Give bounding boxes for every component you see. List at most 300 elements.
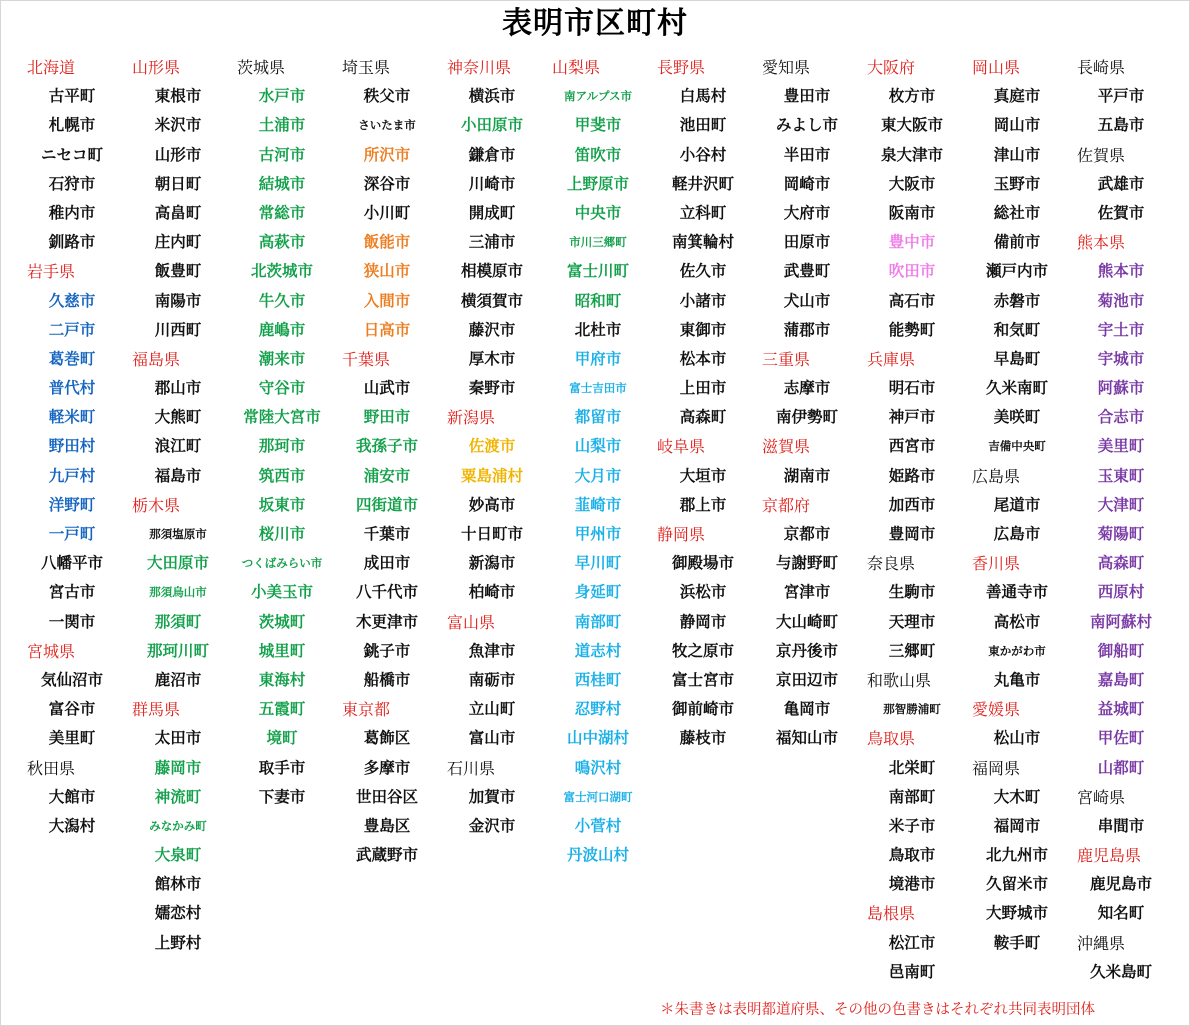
municipality-item: 九戸村 bbox=[48, 466, 96, 485]
municipality-item: 宇土市 bbox=[1097, 320, 1145, 339]
municipality-row bbox=[0, 228, 106, 257]
municipality-columns bbox=[0, 53, 1190, 983]
municipality-item: 玉東町 bbox=[1097, 466, 1145, 485]
municipality-item: 菊陽町 bbox=[1097, 525, 1145, 543]
municipality-row bbox=[735, 695, 841, 724]
footnote: ＊朱書きは表明都道府県、その他の色書きはそれぞれ共同表明団体 bbox=[660, 1002, 1095, 1018]
municipality-item: 南箕輪村 bbox=[671, 233, 734, 252]
municipality-row bbox=[630, 462, 736, 491]
municipality-item: 京都市 bbox=[783, 525, 831, 543]
municipality-item: 南部町 bbox=[574, 612, 622, 631]
municipality-item: 柏崎市 bbox=[468, 583, 516, 602]
municipality-item: 広島市 bbox=[993, 525, 1041, 543]
municipality-item: 善通寺市 bbox=[985, 583, 1048, 602]
municipality-item: 北茨城市 bbox=[250, 262, 313, 281]
municipality-item: 蒲郡市 bbox=[783, 320, 831, 339]
municipality-row bbox=[105, 929, 211, 958]
municipality-row bbox=[315, 403, 421, 432]
municipality-item: 横須賀市 bbox=[460, 291, 523, 310]
municipality-item: 東海村 bbox=[258, 670, 306, 689]
municipality-item: 岡山市 bbox=[993, 116, 1041, 135]
municipality-row bbox=[1050, 637, 1156, 666]
prefecture-row bbox=[1050, 783, 1156, 812]
municipality-item: 藤枝市 bbox=[679, 729, 727, 748]
municipality-row bbox=[840, 812, 946, 841]
municipality-row bbox=[945, 82, 1051, 111]
municipality-item: 鞍手町 bbox=[993, 933, 1041, 952]
municipality-item: 御前崎市 bbox=[671, 700, 734, 719]
municipality-item: 西桂町 bbox=[574, 670, 622, 689]
municipality-item: 高石市 bbox=[888, 291, 936, 310]
prefecture-label: 長崎県 bbox=[1077, 58, 1126, 77]
municipality-row bbox=[315, 578, 421, 607]
municipality-item: 大野城市 bbox=[985, 904, 1048, 923]
municipality-row bbox=[0, 578, 106, 607]
municipality-row bbox=[840, 608, 946, 637]
municipality-item: 松山市 bbox=[993, 729, 1041, 748]
municipality-row bbox=[630, 724, 736, 753]
municipality-item: 川西町 bbox=[154, 320, 202, 339]
municipality-row bbox=[105, 520, 211, 549]
municipality-item: 浜松市 bbox=[679, 583, 727, 602]
prefecture-row bbox=[105, 491, 211, 520]
municipality-row bbox=[735, 316, 841, 345]
municipality-row bbox=[420, 170, 526, 199]
municipality-item: 松江市 bbox=[888, 933, 936, 952]
municipality-row bbox=[735, 666, 841, 695]
municipality-item: 南アルプス市 bbox=[563, 89, 633, 104]
municipality-row bbox=[945, 257, 1051, 286]
municipality-item: 土浦市 bbox=[258, 116, 306, 135]
municipality-item: 一戸町 bbox=[48, 525, 96, 543]
municipality-item: 立科町 bbox=[679, 203, 727, 222]
prefecture-label: 岩手県 bbox=[27, 262, 76, 282]
municipality-item: 身延町 bbox=[574, 583, 622, 602]
municipality-item: 益城町 bbox=[1097, 700, 1145, 719]
municipality-row bbox=[735, 724, 841, 753]
municipality-item: 鹿嶋市 bbox=[258, 320, 306, 339]
prefecture-label: 富山県 bbox=[447, 612, 496, 632]
municipality-row bbox=[945, 316, 1051, 345]
municipality-item: 吉備中央町 bbox=[988, 439, 1046, 454]
prefecture-label: 岡山県 bbox=[972, 58, 1021, 77]
prefecture-row bbox=[630, 520, 736, 549]
prefecture-row bbox=[1050, 141, 1156, 170]
prefecture-label: 三重県 bbox=[762, 349, 811, 369]
prefecture-row bbox=[630, 53, 736, 82]
municipality-row bbox=[630, 403, 736, 432]
prefecture-row bbox=[945, 462, 1051, 491]
municipality-row bbox=[1050, 111, 1156, 140]
municipality-row bbox=[105, 199, 211, 228]
municipality-row bbox=[630, 111, 736, 140]
prefecture-label: 福岡県 bbox=[972, 758, 1021, 778]
prefecture-row bbox=[525, 53, 631, 82]
municipality-item: 久米島町 bbox=[1089, 962, 1152, 981]
municipality-row bbox=[105, 287, 211, 316]
municipality-row bbox=[210, 403, 321, 432]
municipality-item: 高森町 bbox=[1097, 554, 1145, 573]
municipality-item: 稚内市 bbox=[48, 203, 96, 222]
municipality-row bbox=[630, 316, 736, 345]
municipality-item: 久留米市 bbox=[985, 875, 1048, 894]
municipality-item: 牛久市 bbox=[258, 291, 306, 310]
municipality-row bbox=[525, 637, 631, 666]
municipality-row bbox=[105, 432, 211, 461]
municipality-row bbox=[630, 374, 736, 403]
prefecture-label: 石川県 bbox=[447, 758, 496, 778]
municipality-row bbox=[210, 637, 316, 666]
municipality-item: 半田市 bbox=[783, 145, 831, 164]
municipality-row bbox=[315, 199, 421, 228]
municipality-row bbox=[525, 257, 631, 286]
municipality-item: 市川三郷町 bbox=[569, 235, 627, 250]
municipality-item: 枚方市 bbox=[888, 87, 936, 106]
municipality-item: 釧路市 bbox=[48, 233, 96, 252]
municipality-item: 高松市 bbox=[993, 612, 1041, 631]
municipality-row bbox=[420, 812, 526, 841]
municipality-item: 普代村 bbox=[48, 379, 96, 398]
municipality-row bbox=[945, 403, 1051, 432]
municipality-item: 中央市 bbox=[574, 203, 622, 222]
municipality-item: みよし市 bbox=[775, 116, 838, 135]
municipality-row bbox=[525, 812, 631, 841]
municipality-item: 東根市 bbox=[154, 87, 202, 106]
prefecture-row bbox=[105, 345, 211, 374]
municipality-row bbox=[105, 812, 211, 841]
municipality-item: 宮古市 bbox=[48, 583, 96, 602]
prefecture-row bbox=[840, 549, 946, 578]
municipality-item: 宇城市 bbox=[1097, 349, 1145, 368]
municipality-item: ニセコ町 bbox=[40, 145, 103, 164]
municipality-item: 野田村 bbox=[48, 437, 96, 456]
column-11 bbox=[1050, 53, 1156, 987]
municipality-item: 大熊町 bbox=[154, 408, 202, 427]
municipality-item: 鹿沼市 bbox=[154, 670, 202, 689]
prefecture-row bbox=[840, 345, 946, 374]
municipality-row bbox=[0, 812, 106, 841]
municipality-item: 西宮市 bbox=[888, 437, 936, 456]
municipality-item: 山形市 bbox=[154, 145, 202, 164]
municipality-item: 高畠町 bbox=[154, 203, 202, 222]
municipality-row bbox=[945, 520, 1051, 549]
municipality-row bbox=[840, 287, 946, 316]
municipality-row bbox=[525, 578, 631, 607]
municipality-row bbox=[525, 783, 631, 812]
municipality-item: 岡崎市 bbox=[783, 174, 831, 193]
municipality-row bbox=[210, 287, 316, 316]
municipality-item: 武雄市 bbox=[1097, 174, 1145, 193]
municipality-item: 甲斐市 bbox=[574, 116, 622, 135]
municipality-item: 鳥取市 bbox=[888, 846, 936, 865]
column-2 bbox=[105, 53, 211, 958]
municipality-row bbox=[105, 637, 211, 666]
municipality-row bbox=[945, 199, 1051, 228]
municipality-row bbox=[630, 491, 736, 520]
municipality-item: 結城市 bbox=[258, 174, 306, 193]
municipality-item: 潮来市 bbox=[258, 349, 306, 368]
municipality-row bbox=[525, 199, 631, 228]
municipality-row bbox=[315, 783, 421, 812]
municipality-item: 山梨市 bbox=[574, 437, 622, 456]
municipality-item: 武豊町 bbox=[783, 262, 831, 281]
municipality-item: 船橋市 bbox=[363, 670, 411, 689]
municipality-item: 上野村 bbox=[154, 933, 202, 952]
municipality-row bbox=[105, 870, 211, 899]
municipality-item: 筑西市 bbox=[258, 466, 306, 485]
municipality-row bbox=[105, 257, 211, 286]
municipality-row bbox=[315, 141, 421, 170]
municipality-item: 大阪市 bbox=[888, 174, 936, 193]
municipality-row bbox=[525, 111, 631, 140]
municipality-item: 横浜市 bbox=[468, 87, 516, 106]
municipality-item: 常総市 bbox=[258, 203, 306, 222]
municipality-item: 魚津市 bbox=[468, 641, 516, 660]
municipality-row bbox=[630, 141, 736, 170]
municipality-item: 福知山市 bbox=[775, 729, 838, 748]
municipality-row bbox=[525, 374, 631, 403]
municipality-row bbox=[315, 812, 421, 841]
municipality-row bbox=[210, 228, 316, 257]
municipality-row bbox=[210, 374, 316, 403]
municipality-row bbox=[0, 199, 106, 228]
municipality-row bbox=[945, 724, 1051, 753]
prefecture-label: 沖縄県 bbox=[1077, 933, 1126, 953]
municipality-item: 上田市 bbox=[679, 379, 727, 398]
column-3 bbox=[210, 53, 323, 812]
municipality-item: 湖南市 bbox=[783, 466, 831, 485]
municipality-item: 御殿場市 bbox=[671, 554, 734, 573]
municipality-row bbox=[0, 549, 106, 578]
municipality-row bbox=[105, 462, 211, 491]
prefecture-row bbox=[315, 695, 421, 724]
prefecture-row bbox=[0, 754, 106, 783]
municipality-row bbox=[840, 491, 946, 520]
municipality-row bbox=[525, 316, 631, 345]
municipality-item: 那珂川町 bbox=[146, 641, 209, 660]
municipality-item: 佐賀市 bbox=[1097, 203, 1145, 222]
municipality-row bbox=[840, 374, 946, 403]
municipality-row bbox=[315, 287, 421, 316]
municipality-row bbox=[420, 316, 526, 345]
prefecture-label: 福島県 bbox=[132, 349, 181, 369]
municipality-item: 那智勝浦町 bbox=[883, 702, 941, 717]
municipality-row bbox=[945, 783, 1051, 812]
municipality-item: 太田市 bbox=[154, 729, 202, 748]
municipality-row bbox=[105, 899, 211, 928]
municipality-row bbox=[315, 724, 421, 753]
municipality-row bbox=[840, 257, 946, 286]
municipality-row bbox=[735, 228, 841, 257]
municipality-item: 千葉市 bbox=[363, 525, 411, 543]
municipality-row bbox=[0, 695, 106, 724]
municipality-row bbox=[105, 374, 211, 403]
municipality-row bbox=[840, 958, 946, 987]
municipality-item: 早川町 bbox=[574, 554, 622, 573]
municipality-item: 札幌市 bbox=[48, 116, 96, 135]
municipality-row bbox=[630, 578, 736, 607]
prefecture-row bbox=[735, 432, 841, 461]
municipality-row bbox=[630, 666, 736, 695]
municipality-item: 五霞町 bbox=[258, 700, 306, 719]
municipality-row bbox=[210, 199, 316, 228]
municipality-row bbox=[1050, 608, 1156, 637]
municipality-row bbox=[525, 462, 631, 491]
municipality-item: 静岡市 bbox=[679, 612, 727, 631]
municipality-item: 鹿児島市 bbox=[1089, 875, 1152, 894]
municipality-row bbox=[0, 374, 106, 403]
municipality-row bbox=[735, 549, 841, 578]
municipality-item: 厚木市 bbox=[468, 349, 516, 368]
municipality-row bbox=[105, 666, 211, 695]
municipality-row bbox=[525, 403, 631, 432]
municipality-item: 大館市 bbox=[48, 787, 96, 806]
municipality-item: 南部町 bbox=[888, 787, 936, 806]
municipality-item: 甲府市 bbox=[574, 349, 622, 368]
municipality-item: 尾道市 bbox=[993, 495, 1041, 514]
municipality-row bbox=[630, 287, 736, 316]
prefecture-label: 香川県 bbox=[972, 554, 1021, 574]
municipality-row bbox=[105, 549, 211, 578]
municipality-item: 南砺市 bbox=[468, 670, 516, 689]
municipality-row bbox=[840, 170, 946, 199]
municipality-row bbox=[1050, 695, 1156, 724]
municipality-item: 八千代市 bbox=[355, 583, 418, 602]
municipality-item: 大木町 bbox=[993, 787, 1041, 806]
municipality-item: 御船町 bbox=[1097, 641, 1145, 660]
prefecture-row bbox=[315, 53, 421, 82]
municipality-item: 守谷市 bbox=[258, 379, 306, 398]
municipality-item: 忍野村 bbox=[574, 700, 622, 719]
municipality-row bbox=[105, 403, 211, 432]
municipality-row bbox=[420, 287, 526, 316]
municipality-item: 古河市 bbox=[258, 145, 306, 164]
municipality-item: 合志市 bbox=[1097, 408, 1145, 427]
municipality-item: 日高市 bbox=[363, 320, 411, 339]
municipality-item: 大山崎町 bbox=[775, 612, 838, 631]
municipality-item: 多摩市 bbox=[363, 758, 411, 777]
municipality-row bbox=[735, 141, 841, 170]
municipality-row bbox=[840, 403, 946, 432]
municipality-item: 神流町 bbox=[154, 787, 202, 806]
municipality-item: 瀬戸内市 bbox=[985, 262, 1048, 281]
municipality-item: 津山市 bbox=[993, 145, 1041, 164]
prefecture-row bbox=[420, 608, 526, 637]
municipality-item: つくばみらい市 bbox=[241, 556, 323, 571]
municipality-row bbox=[945, 228, 1051, 257]
municipality-row bbox=[1050, 812, 1156, 841]
municipality-item: 秦野市 bbox=[468, 379, 516, 398]
municipality-row bbox=[840, 637, 946, 666]
municipality-row bbox=[525, 666, 631, 695]
municipality-item: 吹田市 bbox=[888, 262, 936, 281]
municipality-item: 大月市 bbox=[574, 466, 622, 485]
municipality-row bbox=[315, 608, 421, 637]
municipality-row bbox=[210, 111, 316, 140]
municipality-row bbox=[735, 462, 841, 491]
municipality-item: 佐渡市 bbox=[468, 437, 516, 456]
municipality-item: 境町 bbox=[266, 729, 298, 748]
municipality-item: 丹波山村 bbox=[566, 846, 629, 865]
municipality-item: 美咲町 bbox=[993, 408, 1041, 427]
municipality-row bbox=[315, 754, 421, 783]
municipality-row bbox=[630, 345, 736, 374]
municipality-item: 昭和町 bbox=[574, 291, 622, 310]
prefecture-row bbox=[945, 754, 1051, 783]
municipality-item: 生駒市 bbox=[888, 583, 936, 602]
municipality-item: 北栄町 bbox=[888, 758, 936, 777]
municipality-row bbox=[0, 666, 106, 695]
municipality-row bbox=[735, 403, 841, 432]
municipality-row bbox=[0, 462, 106, 491]
municipality-item: 郡上市 bbox=[679, 495, 727, 514]
municipality-row bbox=[945, 608, 1051, 637]
municipality-item: 郡山市 bbox=[154, 379, 202, 398]
municipality-row bbox=[840, 783, 946, 812]
prefecture-row bbox=[420, 754, 526, 783]
prefecture-label: 宮城県 bbox=[27, 641, 76, 661]
municipality-row bbox=[105, 170, 211, 199]
municipality-item: 三浦市 bbox=[468, 233, 516, 252]
municipality-row bbox=[840, 578, 946, 607]
municipality-row bbox=[315, 637, 421, 666]
municipality-item: 小田原市 bbox=[460, 116, 523, 135]
municipality-row bbox=[210, 170, 316, 199]
municipality-item: 我孫子市 bbox=[355, 437, 418, 456]
municipality-row bbox=[105, 841, 211, 870]
municipality-row bbox=[735, 82, 841, 111]
column-5 bbox=[420, 53, 526, 841]
municipality-row bbox=[945, 287, 1051, 316]
column-1 bbox=[0, 53, 106, 841]
municipality-item: 庄内町 bbox=[154, 233, 202, 252]
municipality-item: 久米南町 bbox=[985, 379, 1048, 398]
municipality-item: 東大阪市 bbox=[880, 116, 943, 135]
prefecture-row bbox=[420, 403, 526, 432]
column-6 bbox=[525, 53, 631, 870]
municipality-item: 玉野市 bbox=[993, 174, 1041, 193]
municipality-row bbox=[525, 287, 631, 316]
prefecture-label: 山梨県 bbox=[552, 58, 601, 77]
prefecture-label: 静岡県 bbox=[657, 525, 706, 544]
municipality-item: 甲州市 bbox=[574, 525, 622, 543]
municipality-row bbox=[210, 783, 316, 812]
municipality-row bbox=[0, 783, 106, 812]
municipality-item: 美里町 bbox=[48, 729, 96, 748]
municipality-row bbox=[420, 199, 526, 228]
municipality-item: 神戸市 bbox=[888, 408, 936, 427]
prefecture-row bbox=[1050, 929, 1156, 958]
municipality-row bbox=[315, 82, 421, 111]
municipality-item: 牧之原市 bbox=[671, 641, 734, 660]
municipality-item: 大津町 bbox=[1097, 495, 1145, 514]
municipality-row bbox=[0, 724, 106, 753]
municipality-row bbox=[315, 316, 421, 345]
municipality-item: 富山市 bbox=[468, 729, 516, 748]
municipality-item: 能勢町 bbox=[888, 320, 936, 339]
municipality-item: 北九州市 bbox=[985, 846, 1048, 865]
municipality-row bbox=[210, 141, 316, 170]
prefecture-row bbox=[840, 724, 946, 753]
municipality-row bbox=[315, 374, 421, 403]
municipality-item: 富士川町 bbox=[566, 262, 629, 281]
municipality-item: 都留市 bbox=[574, 408, 622, 427]
municipality-row bbox=[945, 141, 1051, 170]
municipality-row bbox=[630, 199, 736, 228]
prefecture-label: 佐賀県 bbox=[1077, 145, 1126, 165]
prefecture-label: 愛知県 bbox=[762, 58, 811, 77]
municipality-row bbox=[315, 432, 421, 461]
